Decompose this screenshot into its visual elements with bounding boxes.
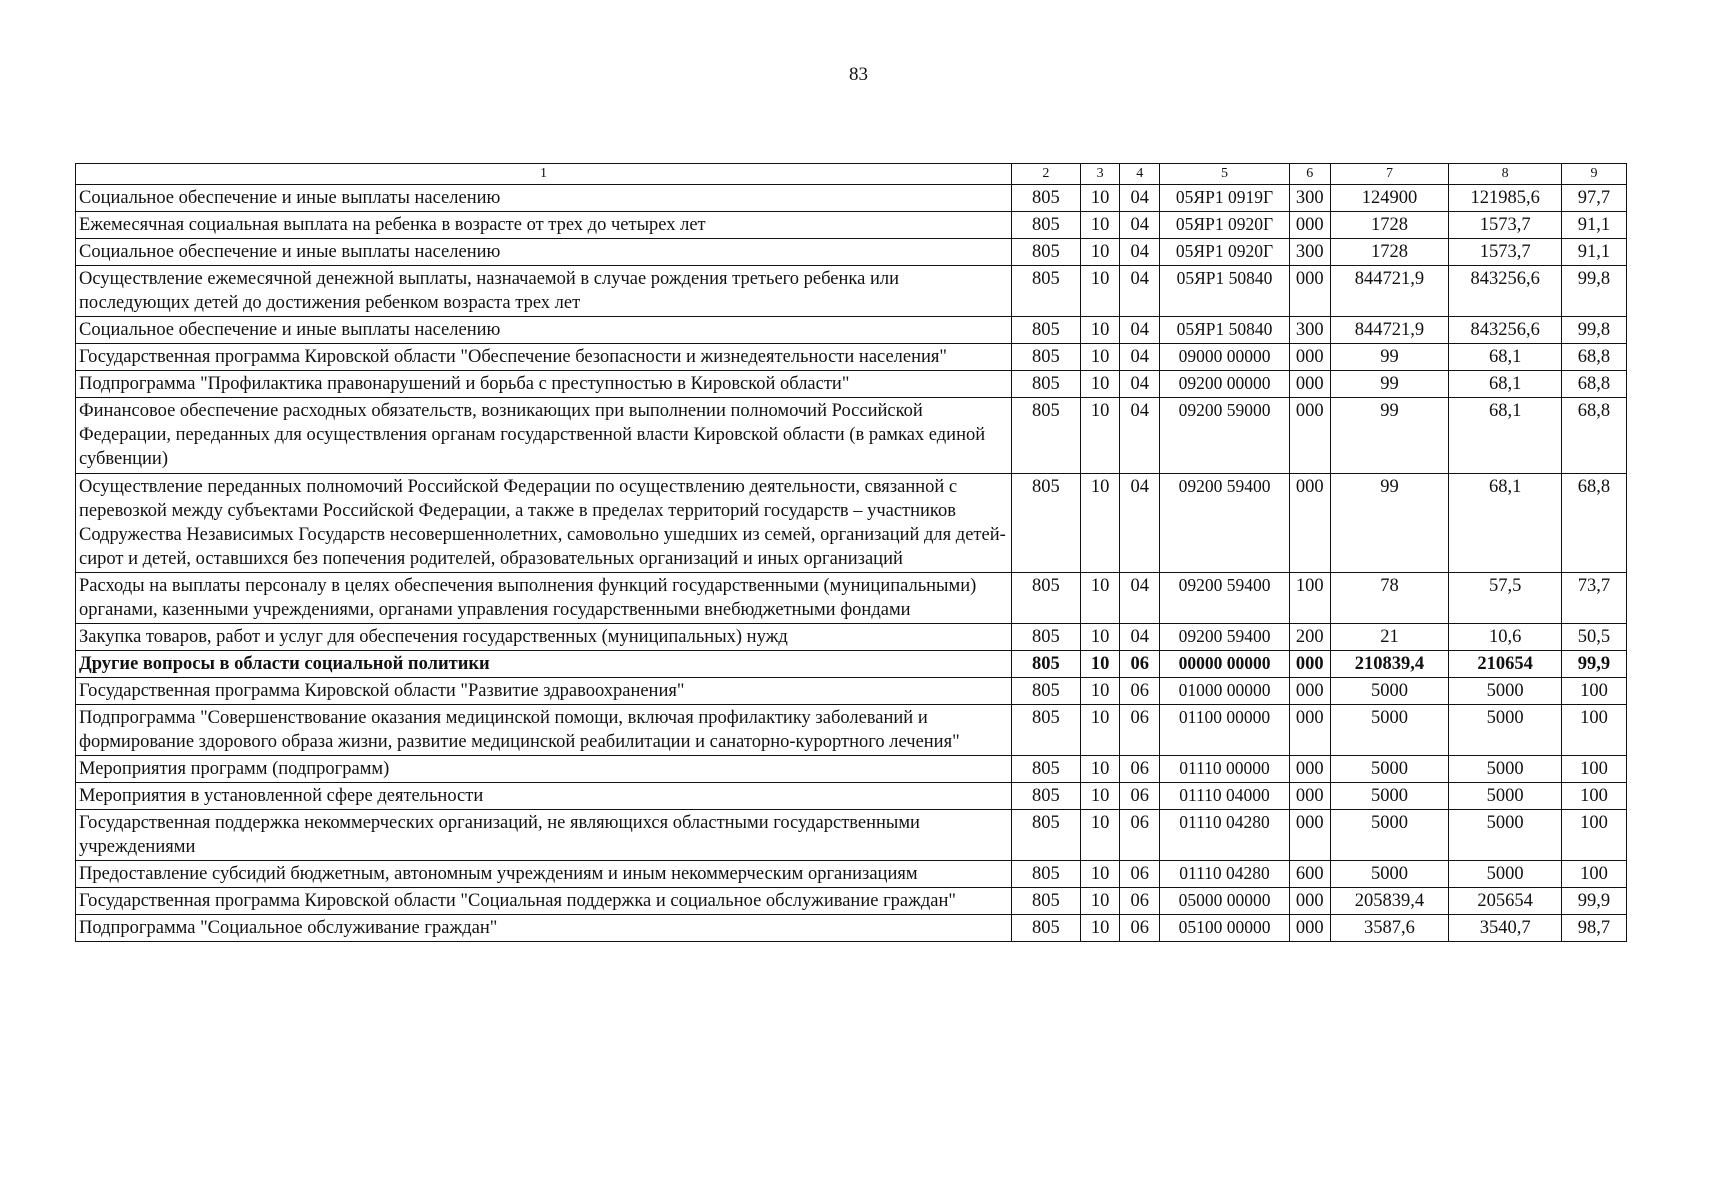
actual-amount-cell: 5000 bbox=[1449, 783, 1562, 810]
actual-amount-cell: 5000 bbox=[1449, 810, 1562, 861]
target-article-cell: 05ЯР1 0920Г bbox=[1160, 212, 1290, 239]
target-article-cell: 01000 00000 bbox=[1160, 677, 1290, 704]
expense-type-cell: 300 bbox=[1289, 185, 1330, 212]
actual-amount-cell: 843256,6 bbox=[1449, 317, 1562, 344]
planned-amount-cell: 844721,9 bbox=[1330, 266, 1449, 317]
table-body bbox=[76, 185, 1627, 942]
ministry-code-cell: 805 bbox=[1011, 473, 1080, 572]
planned-amount-cell: 99 bbox=[1330, 371, 1449, 398]
execution-percent-cell: 100 bbox=[1561, 783, 1626, 810]
row-name-cell: Мероприятия в установленной сфере деятельности bbox=[76, 783, 1012, 810]
execution-percent-cell: 99,9 bbox=[1561, 650, 1626, 677]
execution-percent-cell: 68,8 bbox=[1561, 344, 1626, 371]
planned-amount-cell: 99 bbox=[1330, 344, 1449, 371]
expense-type-cell: 000 bbox=[1289, 704, 1330, 755]
target-article-cell: 00000 00000 bbox=[1160, 650, 1290, 677]
row-name-cell: Другие вопросы в области социальной политики bbox=[76, 650, 1012, 677]
target-article-cell: 09200 59000 bbox=[1160, 398, 1290, 473]
planned-amount-cell: 5000 bbox=[1330, 861, 1449, 888]
table-row bbox=[76, 756, 1627, 783]
section-cell: 10 bbox=[1080, 888, 1120, 915]
execution-percent-cell: 99,8 bbox=[1561, 266, 1626, 317]
actual-amount-cell: 5000 bbox=[1449, 677, 1562, 704]
subsection-cell: 04 bbox=[1120, 473, 1160, 572]
row-name-cell: Подпрограмма "Совершенствование оказания медицинской помощи, включая профилактику заболеваний и формирование здорового образа жизни, развитие медицинской реабилитации и санаторно-курортного лечения" bbox=[76, 704, 1012, 755]
table-row bbox=[76, 317, 1627, 344]
subsection-cell: 04 bbox=[1120, 266, 1160, 317]
subsection-cell: 06 bbox=[1120, 783, 1160, 810]
table-row bbox=[76, 623, 1627, 650]
target-article-cell: 05ЯР1 50840 bbox=[1160, 317, 1290, 344]
section-cell: 10 bbox=[1080, 371, 1120, 398]
planned-amount-cell: 99 bbox=[1330, 473, 1449, 572]
actual-amount-cell: 5000 bbox=[1449, 756, 1562, 783]
ministry-code-cell: 805 bbox=[1011, 371, 1080, 398]
header-cell: 1 bbox=[76, 164, 1012, 185]
table-row bbox=[76, 473, 1627, 572]
ministry-code-cell: 805 bbox=[1011, 756, 1080, 783]
target-article-cell: 09200 59400 bbox=[1160, 623, 1290, 650]
target-article-cell: 05000 00000 bbox=[1160, 888, 1290, 915]
subsection-cell: 04 bbox=[1120, 623, 1160, 650]
target-article-cell: 09000 00000 bbox=[1160, 344, 1290, 371]
table-row bbox=[76, 239, 1627, 266]
actual-amount-cell: 68,1 bbox=[1449, 371, 1562, 398]
row-name-cell: Подпрограмма "Социальное обслуживание граждан" bbox=[76, 915, 1012, 942]
ministry-code-cell: 805 bbox=[1011, 650, 1080, 677]
subsection-cell: 06 bbox=[1120, 650, 1160, 677]
expense-type-cell: 000 bbox=[1289, 398, 1330, 473]
actual-amount-cell: 57,5 bbox=[1449, 572, 1562, 623]
execution-percent-cell: 91,1 bbox=[1561, 212, 1626, 239]
section-cell: 10 bbox=[1080, 861, 1120, 888]
row-name-cell: Финансовое обеспечение расходных обязательств, возникающих при выполнении полномочий Российской Федерации, переданных для осуществления органам государственной власти Кировской области (в рамках единой субвенции) bbox=[76, 398, 1012, 473]
section-cell: 10 bbox=[1080, 398, 1120, 473]
expense-type-cell: 000 bbox=[1289, 810, 1330, 861]
row-name-cell: Государственная программа Кировской области "Обеспечение безопасности и жизнедеятельности населения" bbox=[76, 344, 1012, 371]
planned-amount-cell: 210839,4 bbox=[1330, 650, 1449, 677]
subsection-cell: 06 bbox=[1120, 915, 1160, 942]
subsection-cell: 06 bbox=[1120, 861, 1160, 888]
ministry-code-cell: 805 bbox=[1011, 915, 1080, 942]
section-cell: 10 bbox=[1080, 704, 1120, 755]
planned-amount-cell: 1728 bbox=[1330, 239, 1449, 266]
execution-percent-cell: 99,9 bbox=[1561, 888, 1626, 915]
expense-type-cell: 100 bbox=[1289, 572, 1330, 623]
expense-type-cell: 000 bbox=[1289, 212, 1330, 239]
execution-percent-cell: 50,5 bbox=[1561, 623, 1626, 650]
expense-type-cell: 300 bbox=[1289, 317, 1330, 344]
budget-table bbox=[75, 163, 1627, 942]
table-row bbox=[76, 344, 1627, 371]
actual-amount-cell: 1573,7 bbox=[1449, 212, 1562, 239]
section-cell: 10 bbox=[1080, 317, 1120, 344]
ministry-code-cell: 805 bbox=[1011, 239, 1080, 266]
target-article-cell: 01110 04000 bbox=[1160, 783, 1290, 810]
header-row bbox=[76, 164, 1627, 185]
subsection-cell: 04 bbox=[1120, 317, 1160, 344]
section-cell: 10 bbox=[1080, 239, 1120, 266]
subsection-cell: 04 bbox=[1120, 371, 1160, 398]
row-name-cell: Социальное обеспечение и иные выплаты населению bbox=[76, 317, 1012, 344]
expense-type-cell: 300 bbox=[1289, 239, 1330, 266]
table-row bbox=[76, 888, 1627, 915]
ministry-code-cell: 805 bbox=[1011, 888, 1080, 915]
expense-type-cell: 000 bbox=[1289, 371, 1330, 398]
expense-type-cell: 000 bbox=[1289, 783, 1330, 810]
expense-type-cell: 000 bbox=[1289, 915, 1330, 942]
execution-percent-cell: 99,8 bbox=[1561, 317, 1626, 344]
row-name-cell: Государственная программа Кировской области "Социальная поддержка и социальное обслуживание граждан" bbox=[76, 888, 1012, 915]
planned-amount-cell: 21 bbox=[1330, 623, 1449, 650]
target-article-cell: 09200 59400 bbox=[1160, 572, 1290, 623]
section-cell: 10 bbox=[1080, 915, 1120, 942]
table-row bbox=[76, 572, 1627, 623]
ministry-code-cell: 805 bbox=[1011, 861, 1080, 888]
expense-type-cell: 000 bbox=[1289, 677, 1330, 704]
table-row bbox=[76, 783, 1627, 810]
ministry-code-cell: 805 bbox=[1011, 212, 1080, 239]
execution-percent-cell: 68,8 bbox=[1561, 371, 1626, 398]
header-cell: 5 bbox=[1160, 164, 1290, 185]
target-article-cell: 01110 04280 bbox=[1160, 861, 1290, 888]
subsection-cell: 06 bbox=[1120, 704, 1160, 755]
section-cell: 10 bbox=[1080, 623, 1120, 650]
section-cell: 10 bbox=[1080, 344, 1120, 371]
table-row bbox=[76, 398, 1627, 473]
ministry-code-cell: 805 bbox=[1011, 704, 1080, 755]
execution-percent-cell: 73,7 bbox=[1561, 572, 1626, 623]
expense-type-cell: 000 bbox=[1289, 266, 1330, 317]
subsection-cell: 04 bbox=[1120, 572, 1160, 623]
actual-amount-cell: 3540,7 bbox=[1449, 915, 1562, 942]
planned-amount-cell: 3587,6 bbox=[1330, 915, 1449, 942]
actual-amount-cell: 205654 bbox=[1449, 888, 1562, 915]
planned-amount-cell: 5000 bbox=[1330, 704, 1449, 755]
subsection-cell: 04 bbox=[1120, 239, 1160, 266]
row-name-cell: Государственная поддержка некоммерческих организаций, не являющихся областными государственными учреждениями bbox=[76, 810, 1012, 861]
expense-type-cell: 000 bbox=[1289, 888, 1330, 915]
section-cell: 10 bbox=[1080, 185, 1120, 212]
table-row bbox=[76, 810, 1627, 861]
planned-amount-cell: 5000 bbox=[1330, 756, 1449, 783]
section-cell: 10 bbox=[1080, 473, 1120, 572]
header-cell: 2 bbox=[1011, 164, 1080, 185]
table-row bbox=[76, 212, 1627, 239]
table-row bbox=[76, 650, 1627, 677]
execution-percent-cell: 91,1 bbox=[1561, 239, 1626, 266]
ministry-code-cell: 805 bbox=[1011, 572, 1080, 623]
target-article-cell: 01110 04280 bbox=[1160, 810, 1290, 861]
actual-amount-cell: 68,1 bbox=[1449, 344, 1562, 371]
row-name-cell: Осуществление ежемесячной денежной выплаты, назначаемой в случае рождения третьего ребенка или последующих детей до достижения ребенком возраста трех лет bbox=[76, 266, 1012, 317]
row-name-cell: Социальное обеспечение и иные выплаты населению bbox=[76, 185, 1012, 212]
table-row bbox=[76, 266, 1627, 317]
row-name-cell: Ежемесячная социальная выплата на ребенка в возрасте от трех до четырех лет bbox=[76, 212, 1012, 239]
ministry-code-cell: 805 bbox=[1011, 398, 1080, 473]
execution-percent-cell: 100 bbox=[1561, 756, 1626, 783]
section-cell: 10 bbox=[1080, 783, 1120, 810]
table-row bbox=[76, 371, 1627, 398]
ministry-code-cell: 805 bbox=[1011, 783, 1080, 810]
expense-type-cell: 600 bbox=[1289, 861, 1330, 888]
planned-amount-cell: 5000 bbox=[1330, 677, 1449, 704]
header-cell: 3 bbox=[1080, 164, 1120, 185]
ministry-code-cell: 805 bbox=[1011, 344, 1080, 371]
subsection-cell: 06 bbox=[1120, 888, 1160, 915]
execution-percent-cell: 68,8 bbox=[1561, 473, 1626, 572]
execution-percent-cell: 100 bbox=[1561, 861, 1626, 888]
page-number: 83 bbox=[849, 64, 868, 85]
section-cell: 10 bbox=[1080, 756, 1120, 783]
target-article-cell: 05ЯР1 0919Г bbox=[1160, 185, 1290, 212]
execution-percent-cell: 97,7 bbox=[1561, 185, 1626, 212]
execution-percent-cell: 100 bbox=[1561, 677, 1626, 704]
header-cell: 7 bbox=[1330, 164, 1449, 185]
planned-amount-cell: 99 bbox=[1330, 398, 1449, 473]
row-name-cell: Закупка товаров, работ и услуг для обеспечения государственных (муниципальных) нужд bbox=[76, 623, 1012, 650]
section-cell: 10 bbox=[1080, 212, 1120, 239]
subsection-cell: 04 bbox=[1120, 185, 1160, 212]
subsection-cell: 04 bbox=[1120, 344, 1160, 371]
actual-amount-cell: 210654 bbox=[1449, 650, 1562, 677]
planned-amount-cell: 844721,9 bbox=[1330, 317, 1449, 344]
target-article-cell: 05ЯР1 0920Г bbox=[1160, 239, 1290, 266]
expense-type-cell: 200 bbox=[1289, 623, 1330, 650]
header-cell: 6 bbox=[1289, 164, 1330, 185]
section-cell: 10 bbox=[1080, 677, 1120, 704]
table-row bbox=[76, 915, 1627, 942]
execution-percent-cell: 100 bbox=[1561, 704, 1626, 755]
expense-type-cell: 000 bbox=[1289, 650, 1330, 677]
target-article-cell: 01100 00000 bbox=[1160, 704, 1290, 755]
actual-amount-cell: 68,1 bbox=[1449, 473, 1562, 572]
section-cell: 10 bbox=[1080, 650, 1120, 677]
actual-amount-cell: 1573,7 bbox=[1449, 239, 1562, 266]
row-name-cell: Расходы на выплаты персоналу в целях обеспечения выполнения функций государственными (муниципальными) органами, казенными учреждениями, органами управления государственными внебюджетными фондами bbox=[76, 572, 1012, 623]
row-name-cell: Государственная программа Кировской области "Развитие здравоохранения" bbox=[76, 677, 1012, 704]
actual-amount-cell: 121985,6 bbox=[1449, 185, 1562, 212]
planned-amount-cell: 5000 bbox=[1330, 810, 1449, 861]
ministry-code-cell: 805 bbox=[1011, 317, 1080, 344]
target-article-cell: 05ЯР1 50840 bbox=[1160, 266, 1290, 317]
row-name-cell: Осуществление переданных полномочий Российской Федерации по осуществлению деятельности, связанной с перевозкой между субъектами Российской Федерации, а также в пределах территорий государств – участников Содружества Независимых Государств несовершеннолетних, самовольно ушедших из семей, организаций для детей-сирот и детей, оставшихся без попечения родителей, образовательных организаций и иных организаций bbox=[76, 473, 1012, 572]
header-cell: 9 bbox=[1561, 164, 1626, 185]
ministry-code-cell: 805 bbox=[1011, 810, 1080, 861]
expense-type-cell: 000 bbox=[1289, 473, 1330, 572]
table-row bbox=[76, 185, 1627, 212]
ministry-code-cell: 805 bbox=[1011, 266, 1080, 317]
expense-type-cell: 000 bbox=[1289, 344, 1330, 371]
header-cell: 4 bbox=[1120, 164, 1160, 185]
ministry-code-cell: 805 bbox=[1011, 677, 1080, 704]
table-row bbox=[76, 861, 1627, 888]
planned-amount-cell: 5000 bbox=[1330, 783, 1449, 810]
header-cell: 8 bbox=[1449, 164, 1562, 185]
expense-type-cell: 000 bbox=[1289, 756, 1330, 783]
subsection-cell: 06 bbox=[1120, 756, 1160, 783]
target-article-cell: 01110 00000 bbox=[1160, 756, 1290, 783]
ministry-code-cell: 805 bbox=[1011, 623, 1080, 650]
actual-amount-cell: 843256,6 bbox=[1449, 266, 1562, 317]
table-row bbox=[76, 677, 1627, 704]
table-row bbox=[76, 704, 1627, 755]
section-cell: 10 bbox=[1080, 572, 1120, 623]
subsection-cell: 06 bbox=[1120, 810, 1160, 861]
planned-amount-cell: 205839,4 bbox=[1330, 888, 1449, 915]
target-article-cell: 05100 00000 bbox=[1160, 915, 1290, 942]
ministry-code-cell: 805 bbox=[1011, 185, 1080, 212]
planned-amount-cell: 78 bbox=[1330, 572, 1449, 623]
execution-percent-cell: 100 bbox=[1561, 810, 1626, 861]
planned-amount-cell: 124900 bbox=[1330, 185, 1449, 212]
row-name-cell: Социальное обеспечение и иные выплаты населению bbox=[76, 239, 1012, 266]
execution-percent-cell: 98,7 bbox=[1561, 915, 1626, 942]
target-article-cell: 09200 00000 bbox=[1160, 371, 1290, 398]
section-cell: 10 bbox=[1080, 266, 1120, 317]
subsection-cell: 06 bbox=[1120, 677, 1160, 704]
target-article-cell: 09200 59400 bbox=[1160, 473, 1290, 572]
actual-amount-cell: 68,1 bbox=[1449, 398, 1562, 473]
row-name-cell: Мероприятия программ (подпрограмм) bbox=[76, 756, 1012, 783]
section-cell: 10 bbox=[1080, 810, 1120, 861]
planned-amount-cell: 1728 bbox=[1330, 212, 1449, 239]
subsection-cell: 04 bbox=[1120, 212, 1160, 239]
actual-amount-cell: 5000 bbox=[1449, 861, 1562, 888]
row-name-cell: Предоставление субсидий бюджетным, автономным учреждениям и иным некоммерческим организациям bbox=[76, 861, 1012, 888]
subsection-cell: 04 bbox=[1120, 398, 1160, 473]
execution-percent-cell: 68,8 bbox=[1561, 398, 1626, 473]
actual-amount-cell: 10,6 bbox=[1449, 623, 1562, 650]
row-name-cell: Подпрограмма "Профилактика правонарушений и борьба с преступностью в Кировской области" bbox=[76, 371, 1012, 398]
actual-amount-cell: 5000 bbox=[1449, 704, 1562, 755]
